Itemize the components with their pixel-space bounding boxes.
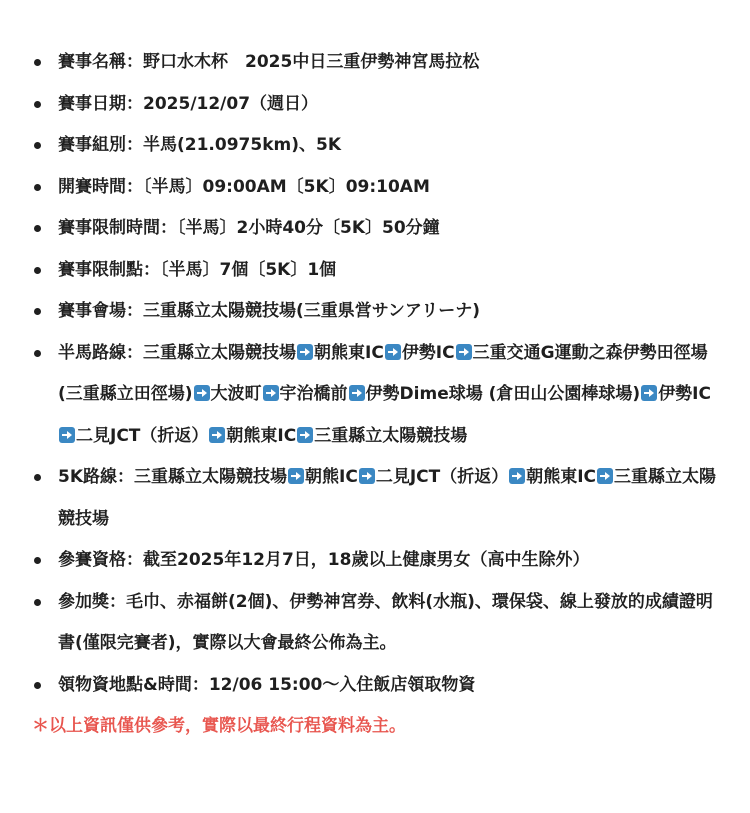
right-arrow-icon: [297, 427, 313, 443]
bullet-icon: [34, 308, 41, 315]
route-stops: [58, 343, 711, 446]
route-stop: 二見JCT（折返）: [76, 425, 209, 446]
bullet-icon: [34, 184, 41, 191]
disclaimer-note: ＊以上資訊僅供參考，實際以最終行程資料為主。: [32, 716, 406, 736]
info-item-eligibility: [30, 540, 720, 582]
right-arrow-icon: [297, 344, 313, 360]
right-arrow-icon: [456, 344, 472, 360]
right-arrow-icon: [349, 385, 365, 401]
right-arrow-icon: [359, 468, 375, 484]
route-stop: 三重縣立太陽競技場: [134, 467, 288, 487]
route-stop: 三重縣立太陽競技場: [314, 425, 468, 446]
right-arrow-icon: [263, 385, 279, 401]
info-item-packet-pickup: [30, 665, 720, 707]
info-item-checkpoints: [30, 250, 720, 292]
info-item-event-name: [30, 42, 720, 84]
route-stop: 朝熊東IC: [526, 467, 597, 487]
info-text: 賽事名稱：野口水木杯 2025中日三重伊勢神宮馬拉松: [58, 52, 480, 72]
right-arrow-icon: [59, 427, 75, 443]
info-item-categories: [30, 125, 720, 167]
route-stop: 三重交通G運動之森伊勢田徑場 (三重縣立田徑場): [58, 342, 708, 404]
right-arrow-icon: [194, 385, 210, 401]
right-arrow-icon: [509, 468, 525, 484]
info-text: 賽事限制點：〔半馬〕7個〔5K〕1個: [58, 259, 337, 280]
bullet-icon: [34, 474, 41, 481]
info-text: 領物資地點&時間：12/06 15:00～入住飯店領取物資: [58, 674, 476, 695]
right-arrow-icon: [288, 468, 304, 484]
bullet-icon: [34, 225, 41, 232]
info-item-event-date: [30, 84, 720, 126]
info-item-venue: [30, 291, 720, 333]
bullet-icon: [34, 101, 41, 108]
route-stop: 朝熊東IC: [226, 425, 297, 446]
route-stop: 朝熊IC: [305, 467, 358, 487]
route-stop: 朝熊東IC: [314, 342, 384, 363]
bullet-icon: [34, 267, 41, 274]
bullet-icon: [34, 350, 41, 357]
bullet-icon: [34, 142, 41, 149]
info-text: 參賽資格：截至2025年12月7日，18歲以上健康男女（高中生除外）: [58, 550, 590, 570]
right-arrow-icon: [209, 427, 225, 443]
route-stop: 宇治橋前: [279, 384, 348, 404]
route-label: 半馬路線：: [58, 342, 143, 363]
info-item-time-limit: [30, 208, 720, 250]
route-stop: 三重縣立太陽競技場: [58, 467, 717, 529]
info-text: 賽事組別：半馬(21.0975km)、5K: [58, 135, 341, 155]
info-item-finisher-gifts: [30, 582, 720, 665]
bullet-icon: [34, 557, 41, 564]
event-info-list: [30, 42, 720, 706]
info-item-half-marathon-route: [30, 333, 720, 458]
route-stop: 大波町: [210, 384, 262, 404]
right-arrow-icon: [597, 468, 613, 484]
info-text: 賽事限制時間：〔半馬〕2小時40分〔5K〕50分鐘: [58, 218, 440, 238]
bullet-icon: [34, 59, 41, 66]
route-stop: 伊勢IC: [401, 342, 455, 363]
bullet-icon: [34, 682, 41, 689]
right-arrow-icon: [385, 344, 401, 360]
bullet-icon: [34, 599, 41, 606]
route-stop: 三重縣立太陽競技場: [143, 342, 296, 363]
info-item-5k-route: [30, 457, 720, 540]
route-stop: 二見JCT（折返）: [375, 467, 509, 487]
route-stop: 伊勢IC: [658, 384, 711, 404]
route-stop: 伊勢Dime球場 (倉田山公園棒球場): [365, 384, 641, 404]
info-item-start-time: [30, 167, 720, 209]
info-text: 開賽時間：〔半馬〕09:00AM〔5K〕09:10AM: [58, 176, 430, 197]
info-text: 參加獎：毛巾、赤福餅(2個)、伊勢神宮券、飲料(水瓶)、環保袋、線上發放的成績證明書(僅限完賽者)，實際以大會最終公佈為主。: [58, 591, 713, 653]
right-arrow-icon: [641, 385, 657, 401]
route-stops: [58, 467, 716, 529]
route-label: 5K路線：: [58, 467, 135, 487]
info-text: 賽事會場：三重縣立太陽競技場(三重県営サンアリーナ): [58, 301, 481, 321]
info-text: 賽事日期：2025/12/07（週日）: [58, 93, 319, 114]
